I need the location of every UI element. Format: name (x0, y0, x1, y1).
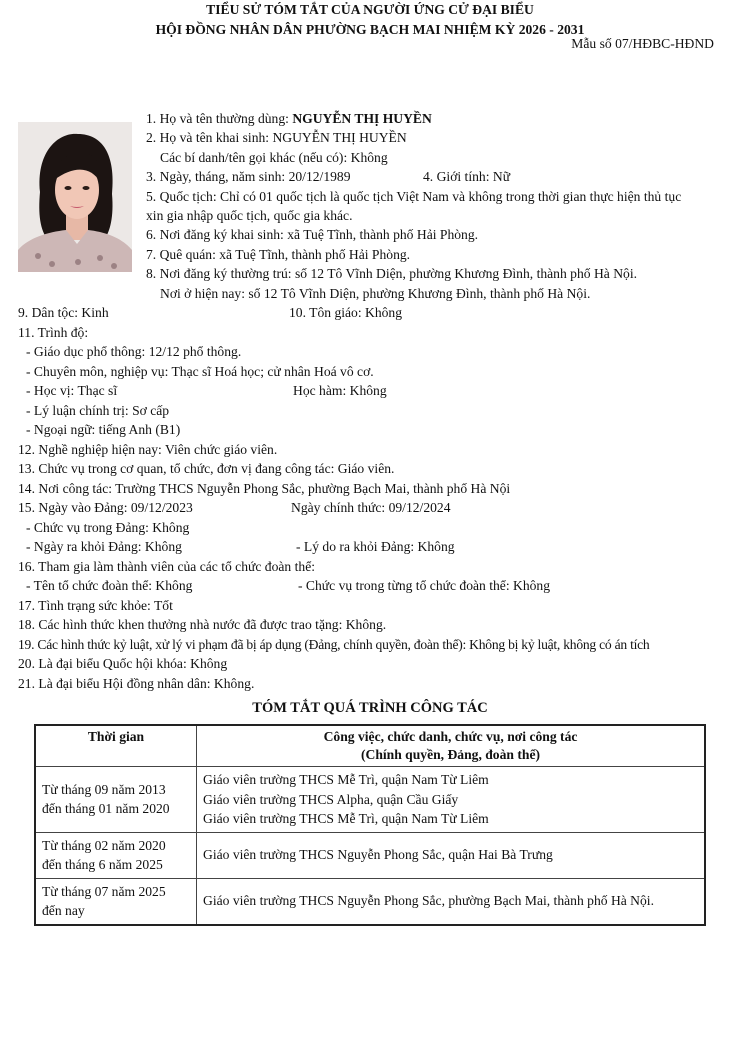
item-11-general-education: - Giáo dục phổ thông: 12/12 phổ thông. (26, 344, 242, 359)
item-21-peoples-council: 21. Là đại biểu Hội đồng nhân dân: Không. (18, 676, 255, 691)
period-cell (35, 832, 197, 878)
career-section-title: TÓM TẮT QUÁ TRÌNH CÔNG TÁC (252, 700, 488, 716)
column-header-work-line1: Công việc, chức danh, chức vụ, nơi công tác (323, 729, 578, 744)
item-11-academic-rank: Học hàm: Không (293, 383, 387, 398)
item-6-birth-registration: 6. Nơi đăng ký khai sinh: xã Tuệ Tĩnh, thành phố Hải Phòng. (146, 227, 479, 242)
period-cell (35, 767, 197, 833)
item-11-education: 11. Trình độ: (18, 325, 89, 340)
item-11-political-theory: - Lý luận chính trị: Sơ cấp (26, 403, 170, 418)
item-11-specialty: - Chuyên môn, nghiệp vụ: Thạc sĩ Hoá học; cử nhân Hoá vô cơ. (26, 364, 374, 379)
item-7-hometown: 7. Quê quán: xã Tuệ Tĩnh, thành phố Hải Phòng. (146, 247, 411, 262)
form-number: Mẫu số 07/HĐBC-HĐND (571, 36, 714, 51)
item-15-party-exit-reason: - Lý do ra khỏi Đảng: Không (296, 539, 455, 554)
period-cell (35, 878, 197, 925)
item-2-aliases: Các bí danh/tên gọi khác (nếu có): Không (160, 150, 388, 165)
jobs-cell (197, 878, 706, 925)
jobs-cell (197, 767, 706, 833)
item-9-ethnicity: 9. Dân tộc: Kinh (18, 305, 109, 320)
column-header-work (197, 725, 706, 767)
item-15-party-position: - Chức vụ trong Đảng: Không (26, 520, 190, 535)
item-11-foreign-language: - Ngoại ngữ: tiếng Anh (B1) (26, 422, 181, 437)
item-1-label: 1. Họ và tên thường dùng: (146, 111, 293, 126)
job-entry: Giáo viên trường THCS Mễ Trì, quận Nam Từ Liêm (203, 772, 489, 787)
column-header-work-line2: (Chính quyền, Đảng, đoàn thể) (360, 747, 541, 762)
job-entry: Giáo viên trường THCS Nguyễn Phong Sắc, quận Hai Bà Trưng (203, 847, 553, 863)
item-5-nationality-cont: xin gia nhập quốc tịch, quốc gia khác. (146, 208, 353, 223)
period-start: Từ tháng 07 năm 2025 (42, 883, 166, 899)
period-end: đến nay (42, 903, 85, 918)
period-start: Từ tháng 02 năm 2020 (42, 837, 166, 853)
item-1-value: NGUYỄN THỊ HUYỀN (292, 111, 432, 126)
item-16-organizations: 16. Tham gia làm thành viên của các tổ chức đoàn thể: (18, 559, 316, 574)
career-table-header (35, 725, 705, 767)
item-4-gender: 4. Giới tính: Nữ (423, 169, 511, 184)
item-8-current-residence: Nơi ở hiện nay: số 12 Tô Vĩnh Diện, phường Khương Đình, thành phố Hà Nội. (160, 286, 591, 301)
document-title-line2: HỘI ĐỒNG NHÂN DÂN PHƯỜNG BẠCH MAI NHIỆM KỲ 2026 - 2031 (155, 21, 585, 37)
item-15-official-date: Ngày chính thức: 09/12/2024 (291, 500, 451, 515)
portrait-photo (18, 122, 132, 272)
career-table (34, 724, 706, 926)
item-14-workplace: 14. Nơi công tác: Trường THCS Nguyễn Phong Sắc, phường Bạch Mai, thành phố Hà Nội (18, 481, 511, 496)
jobs-cell (197, 832, 706, 878)
item-19-discipline: 19. Các hình thức kỷ luật, xử lý vi phạm đã bị áp dụng (Đảng, chính quyền, đoàn thể): Không bị kỷ luật, không có án tích (18, 637, 650, 652)
table-row (35, 878, 705, 925)
item-18-awards: 18. Các hình thức khen thưởng nhà nước đã được trao tặng: Không. (18, 617, 387, 632)
item-16-organization-position: - Chức vụ trong từng tổ chức đoàn thể: Không (298, 578, 551, 593)
item-8-permanent-residence: 8. Nơi đăng ký thường trú: số 12 Tô Vĩnh Diện, phường Khương Đình, thành phố Hà Nội. (146, 266, 637, 281)
table-row (35, 832, 705, 878)
item-5-nationality: 5. Quốc tịch: Chỉ có 01 quốc tịch là quốc tịch Việt Nam và không trong thời gian thực hiện thủ tục (146, 189, 682, 204)
item-1-common-name (146, 109, 432, 129)
item-15-party-exit-date: - Ngày ra khỏi Đảng: Không (26, 539, 182, 554)
item-12-occupation: 12. Nghề nghiệp hiện nay: Viên chức giáo viên. (18, 442, 278, 457)
item-17-health: 17. Tình trạng sức khỏe: Tốt (18, 598, 173, 613)
document-title-line1: TIỂU SỬ TÓM TẮT CỦA NGƯỜI ỨNG CỬ ĐẠI BIỂU (206, 2, 534, 17)
job-entry: Giáo viên trường THCS Mễ Trì, quận Nam Từ Liêm (203, 811, 489, 826)
job-entry: Giáo viên trường THCS Alpha, quận Cầu Giấy (203, 791, 459, 807)
item-2-birth-name: 2. Họ và tên khai sinh: NGUYỄN THỊ HUYỀN (146, 130, 407, 145)
item-11-degree: - Học vị: Thạc sĩ (26, 383, 118, 398)
table-row (35, 767, 705, 833)
period-end: đến tháng 6 năm 2025 (42, 857, 163, 872)
column-header-time: Thời gian (35, 725, 197, 767)
item-10-religion: 10. Tôn giáo: Không (289, 305, 403, 320)
item-15-party-join-date: 15. Ngày vào Đảng: 09/12/2023 (18, 500, 193, 515)
item-16-organization-name: - Tên tổ chức đoàn thể: Không (26, 578, 193, 593)
item-3-birth-date: 3. Ngày, tháng, năm sinh: 20/12/1989 (146, 169, 351, 184)
period-start: Từ tháng 09 năm 2013 (42, 781, 166, 797)
item-20-national-assembly: 20. Là đại biểu Quốc hội khóa: Không (18, 656, 228, 671)
item-13-position: 13. Chức vụ trong cơ quan, tổ chức, đơn vị đang công tác: Giáo viên. (18, 461, 395, 476)
period-end: đến tháng 01 năm 2020 (42, 801, 170, 817)
job-entry: Giáo viên trường THCS Nguyễn Phong Sắc, phường Bạch Mai, thành phố Hà Nội. (203, 893, 654, 909)
